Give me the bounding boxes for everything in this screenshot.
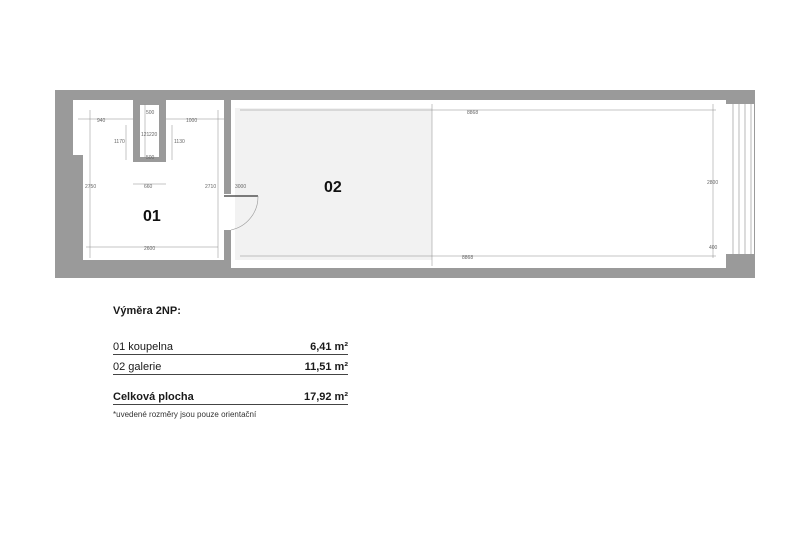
total-name: Celková plocha xyxy=(113,391,194,403)
dim-room01-bottom-width: 2600 xyxy=(144,246,156,252)
dim-room01-right-height: 2710 xyxy=(205,184,217,190)
area-summary xyxy=(113,305,348,420)
dim-room01-left-height: 2750 xyxy=(85,184,97,190)
dim-room02-bottom-length: 8868 xyxy=(462,255,474,261)
summary-row xyxy=(113,340,348,355)
dim-room02-small: 400 xyxy=(709,245,718,251)
dim-shaft-inner-a: 121 xyxy=(141,132,150,138)
summary-heading: Výměra 2NP: xyxy=(113,305,181,317)
room-area: 6,41 m² xyxy=(310,341,348,353)
disclaimer-note: *uvedené rozměry jsou pouze orientační xyxy=(113,410,257,419)
summary-row xyxy=(113,360,348,375)
room-name: 02 galerie xyxy=(113,361,162,373)
niche-wall xyxy=(73,155,83,260)
dim-shaft-width-top: 500 xyxy=(146,110,155,116)
dim-room01-right-width: 1000 xyxy=(186,118,198,124)
room-label-01: 01 xyxy=(143,208,161,225)
dim-room02-top-length: 8868 xyxy=(467,110,479,116)
dim-shaft-width-bottom: 500 xyxy=(146,155,155,161)
dim-door: 3000 xyxy=(235,184,247,190)
door-opening xyxy=(224,194,231,230)
total-area: 17,92 m² xyxy=(303,391,348,403)
dim-left-height-a: 1170 xyxy=(114,139,125,145)
dim-shaft-inner-b: 220 xyxy=(149,132,158,138)
room-label-02: 02 xyxy=(324,179,342,196)
partition-wall xyxy=(224,100,231,268)
dim-room02-right-height: 2800 xyxy=(707,180,719,186)
summary-total-row xyxy=(113,390,348,405)
dim-room01-left-width: 940 xyxy=(97,118,106,124)
window-frame xyxy=(726,104,754,254)
room-name: 01 koupelna xyxy=(113,341,173,353)
dim-niche-width: 660 xyxy=(144,184,153,190)
dim-right-height-a: 1130 xyxy=(174,139,185,145)
room-area: 11,51 m² xyxy=(304,361,348,373)
